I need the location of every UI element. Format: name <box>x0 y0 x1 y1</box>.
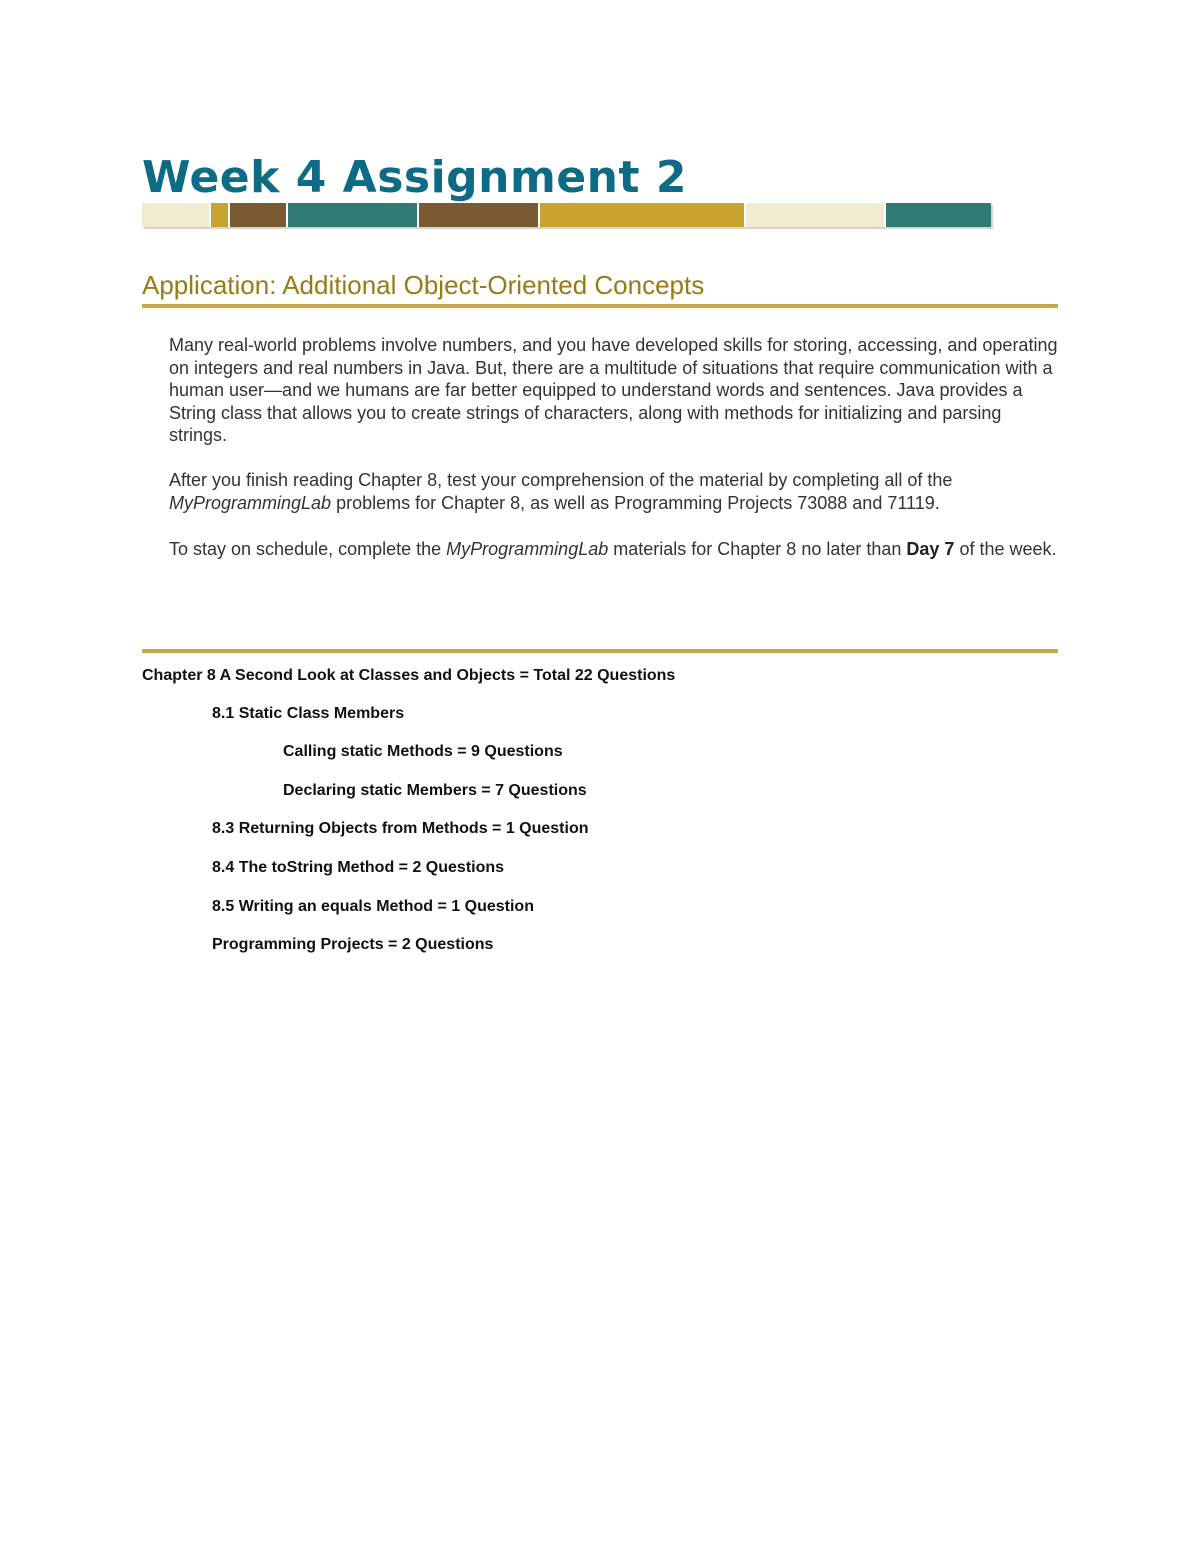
color-bar-segment <box>230 203 288 227</box>
color-bar-segment <box>288 203 420 227</box>
color-bar-segment <box>142 203 211 227</box>
color-bar-segment <box>211 203 230 227</box>
p3-strong: Day 7 <box>906 539 955 559</box>
intro-paragraph-1: Many real-world problems involve numbers, and you have developed skills for storing, accessing, and operating on integers and real numbers in Java. But, there are a multitude of situations that require communication with a human user—and we humans are far better equipped to understand words and sentences. Java provides a String class that allows you to create strings of characters, along with methods for initializing and parsing strings. <box>169 335 1058 446</box>
p2-emphasis: MyProgrammingLab <box>169 492 332 513</box>
section-8-5: 8.5 Writing an equals Method = 1 Question <box>212 898 534 915</box>
divider-rule-bottom <box>142 649 1058 653</box>
divider-rule-top <box>142 304 1058 308</box>
chapter-heading: Chapter 8 A Second Look at Classes and Objects = Total 22 Questions <box>142 667 676 684</box>
p3-text-a: To stay on schedule, complete the <box>169 539 447 559</box>
section-8-1: 8.1 Static Class Members <box>212 705 405 722</box>
subsection-declaring-static: Declaring static Members = 7 Questions <box>283 782 587 799</box>
intro-paragraph-3 <box>169 538 1059 561</box>
programming-projects: Programming Projects = 2 Questions <box>212 936 494 953</box>
section-8-3: 8.3 Returning Objects from Methods = 1 Question <box>212 820 589 837</box>
p3-text-c: of the week. <box>954 539 1057 559</box>
subsection-calling-static: Calling static Methods = 9 Questions <box>283 743 563 760</box>
color-bar-segment <box>886 203 991 227</box>
p3-emphasis: MyProgrammingLab <box>446 539 609 559</box>
page-title: Week 4 Assignment 2 <box>142 152 687 203</box>
p3-text-b: materials for Chapter 8 no later than <box>608 539 907 559</box>
p2-text-a: After you finish reading Chapter 8, test your comprehension of the material by completing all of the <box>169 470 953 490</box>
color-bar-segment <box>540 203 746 227</box>
p2-text-b: problems for Chapter 8, as well as Programming Projects 73088 and 71119. <box>331 492 940 513</box>
section-8-4: 8.4 The toString Method = 2 Questions <box>212 859 505 876</box>
section-subtitle: Application: Additional Object-Oriented Concepts <box>142 270 705 300</box>
color-bar-segment <box>419 203 540 227</box>
intro-paragraph-2 <box>169 469 1059 514</box>
color-bar-segment <box>746 203 886 227</box>
decorative-color-bar <box>142 203 991 227</box>
